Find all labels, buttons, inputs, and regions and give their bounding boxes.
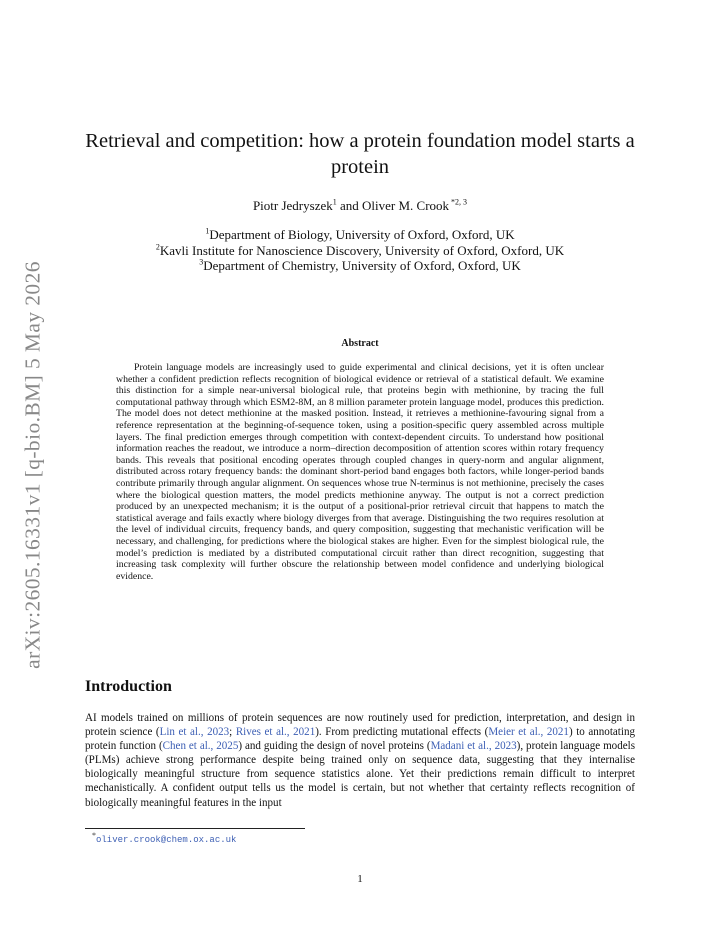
arxiv-stamp — [18, 240, 48, 690]
footnote-rule — [85, 828, 305, 829]
author-name: Oliver M. Crook — [362, 198, 450, 213]
affiliation-text: Department of Biology, University of Oxford, Oxford, UK — [209, 227, 515, 242]
affiliation-line — [80, 227, 640, 243]
paper-title: Retrieval and competition: how a protein foundation model starts a protein — [85, 130, 635, 178]
body-text: ) to annotating protein function ( — [85, 726, 635, 753]
author-line — [80, 198, 640, 214]
body-text: ) and guiding the design of novel proteins ( — [238, 740, 431, 753]
author-affiliation-mark: 1 — [332, 197, 337, 207]
citation-link[interactable]: Lin et al., 2023 — [159, 726, 230, 739]
author-name: Piotr Jedryszek — [252, 198, 333, 213]
affiliation-mark: 1 — [205, 226, 210, 236]
arxiv-stamp-text: arXiv:2605.16331v1 [q-bio.BM] 5 May 2026 — [20, 261, 45, 669]
body-text: AI models trained on millions of protein sequences are now routinely used for prediction, interpretation, and design in protein science ( — [85, 712, 635, 739]
affiliation-text: Kavli Institute for Nanoscience Discovery, University of Oxford, Oxford, UK — [159, 242, 565, 258]
affiliation-line — [80, 243, 640, 259]
citation-link[interactable]: Madani et al., 2023 — [430, 740, 517, 753]
affiliation-line — [80, 258, 640, 274]
author-conjunction: and — [336, 198, 363, 213]
citation-link[interactable]: Rives et al., 2021 — [235, 726, 316, 739]
abstract-heading: Abstract — [341, 338, 379, 349]
footnote — [92, 831, 237, 845]
footnote-mark: * — [92, 831, 96, 840]
body-text: ). From predicting mutational effects ( — [315, 726, 489, 739]
section-heading: Introduction — [85, 678, 172, 695]
abstract-body: Protein language models are increasingly used to guide experimental and clinical decisions, yet it is often unclear whether a confident prediction reflects recognition of biological evidence or retrieval of a statistical default. We examine this distinction for a simple near-universal biological rule, that proteins begin with methionine, by tracing the full computational pathway through which ESM2-8M, an 8 million parameter protein language model, produces this prediction. The model does not detect methionine at the masked position. Instead, it retrieves a methionine-favouring signal from a reference representation at the beginning-of-sequence token, using a position-specific query assembled across multiple layers. The final prediction emerges through competition with context-dependent circuits. To understand how positional information reaches the readout, we introduce a norm–direction decomposition of attention scores within rotary frequency bands. This reveals that positional encoding operates through coupled changes in query-norm and angular alignment, distributed across rotary frequency bands: the dominant short-period band engages both factors, while longer-period bands contribute primarily through angular alignment. On sequences whose true N-terminus is not methionine, precisely the cases where the biological question matters, the model predicts methionine anyway. The output is not a correct prediction produced by an unexpected mechanism; it is the output of a positional-prior retrieval circuit that happens to match the statistical average and fails exactly where biology diverges from that average. Distinguishing the two requires resolution at the level of individual circuits, frequency bands, and query composition, suggesting that mechanistic verification will be necessary, and challenging, for predictions where the biological stakes are higher. Even for the simplest biological rule, the model’s prediction is mediated by a distributed computational circuit rather than direct recognition, suggesting that increasing task complexity will further obscure the relationship between model confidence and underlying biological evidence. — [116, 362, 604, 582]
body-text: ), protein language models (PLMs) achieve strong performance despite being trained only on sequence data, suggesting that they internalise biologically meaningful structure from sequence statistics alone. Yet their predictions remain difficult to interpret mechanistically. A confident output tells us the model is certain, but not whether that certainty reflects recognition of biologically meaningful features in the input — [85, 740, 635, 809]
page-number: 1 — [357, 873, 363, 885]
author-affiliation-mark: *2, 3 — [449, 197, 468, 207]
affiliations — [80, 227, 640, 274]
affiliation-mark: 3 — [199, 257, 204, 267]
citation-link[interactable]: Meier et al., 2021 — [488, 726, 569, 739]
affiliation-text: Department of Chemistry, University of Oxford, Oxford, UK — [203, 258, 521, 273]
introduction-paragraph — [85, 711, 635, 810]
citation-link[interactable]: Chen et al., 2025 — [162, 740, 239, 753]
affiliation-mark: 2 — [155, 242, 160, 252]
body-text: ; — [229, 726, 236, 739]
corresponding-email-link[interactable]: oliver.crook@chem.ox.ac.uk — [96, 835, 237, 845]
